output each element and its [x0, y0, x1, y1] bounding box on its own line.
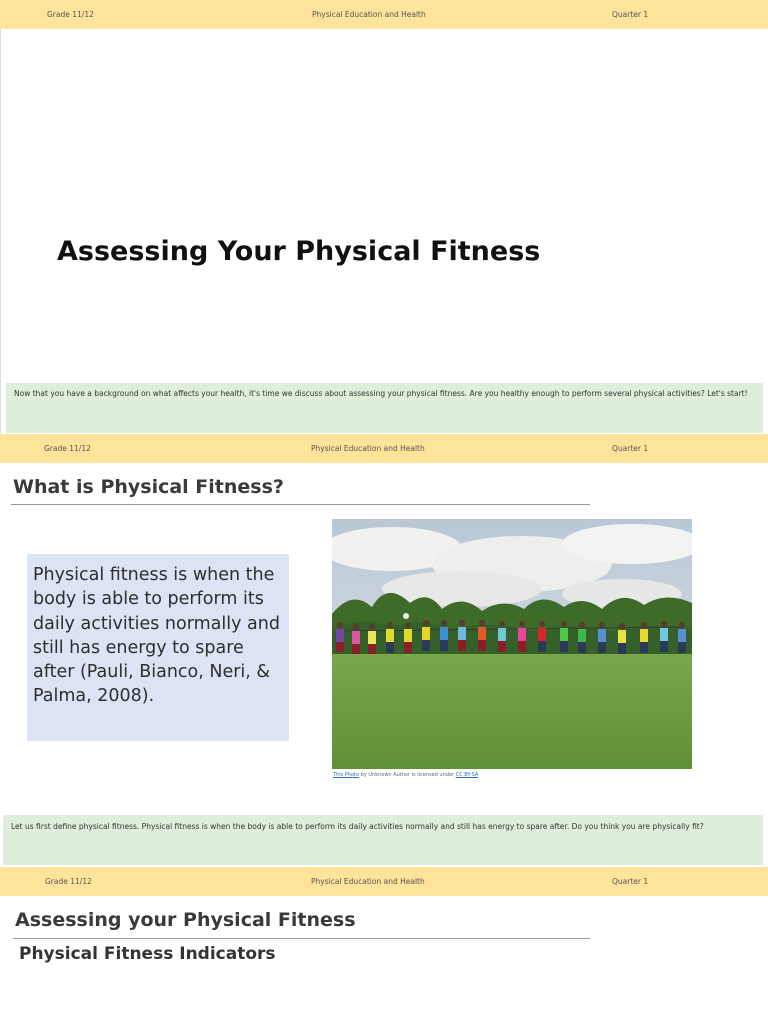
- speaker-note-2: [3, 815, 763, 865]
- group-exercise-photo: [332, 519, 692, 769]
- slide-1-title: Assessing Your Physical Fitness: [57, 236, 541, 267]
- slide-3-title: Assessing your Physical Fitness: [15, 909, 356, 931]
- definition-text: Physical fitness is when the body is able to perform its daily activities normally and still has energy to spare after (Pauli, Bianco, Neri, & Palma, 2008).: [33, 565, 280, 707]
- photo-credit: [333, 772, 478, 778]
- photo-credit-by: by Unknown Author is licensed under: [359, 772, 456, 778]
- speaker-note-1-text: Now that you have a background on what affects your health, it's time we discuss about assessing your physical fitness. Are you healthy enough to perform several physical activities? Let's start!: [14, 389, 748, 398]
- speaker-note-1: [6, 383, 763, 433]
- slide-1: [0, 29, 768, 435]
- slide-header-3: [0, 867, 768, 896]
- header-subject: Physical Education and Health: [311, 444, 425, 453]
- title-underline: [11, 504, 590, 505]
- slide-header-2: [0, 434, 768, 463]
- header-subject: Physical Education and Health: [311, 877, 425, 886]
- header-subject: Physical Education and Health: [312, 10, 426, 19]
- header-grade: Grade 11/12: [45, 877, 92, 886]
- photo-link[interactable]: This Photo: [333, 772, 360, 778]
- header-grade: Grade 11/12: [47, 10, 94, 19]
- definition-box: [27, 554, 289, 741]
- slide-3-subtitle: Physical Fitness Indicators: [19, 944, 276, 964]
- title-underline: [13, 938, 590, 939]
- photo-illustration: [332, 519, 692, 769]
- header-grade: Grade 11/12: [44, 444, 91, 453]
- license-link[interactable]: CC BY-SA: [455, 772, 479, 778]
- header-quarter: Quarter 1: [612, 444, 649, 453]
- header-quarter: Quarter 1: [612, 877, 649, 886]
- slide-2-title: What is Physical Fitness?: [13, 476, 284, 498]
- speaker-note-2-text: Let us first define physical fitness. Physical fitness is when the body is able to perform its daily activities normally and still has energy to spare after. Do you think you are physically fit?: [11, 822, 704, 831]
- slide-header-1: [0, 0, 768, 29]
- header-quarter: Quarter 1: [612, 10, 649, 19]
